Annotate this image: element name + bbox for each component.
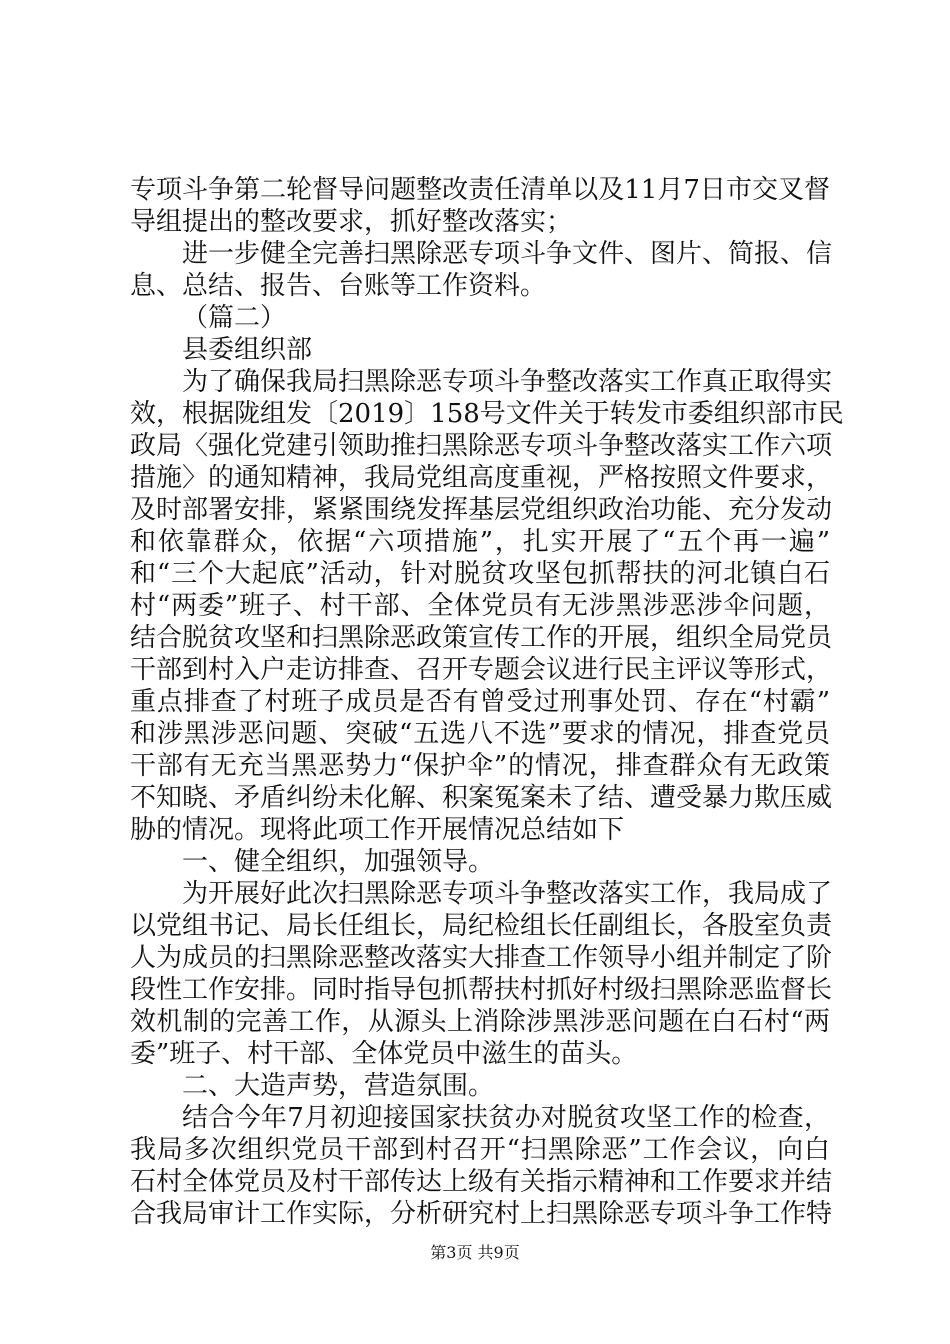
- text-line: （篇二）: [182, 303, 287, 333]
- paragraph: [130, 334, 830, 366]
- paragraph: [130, 1070, 830, 1102]
- text-line: 二、大造声势，营造氛围。: [182, 1071, 495, 1101]
- text-line: 进一步健全完善扫黑除恶专项斗争文件、图片、简报、信: [182, 239, 833, 269]
- page-footer: 第3页 共9页: [430, 1243, 520, 1262]
- text-line: 和涉黑涉恶问题、突破“五选八不选”要求的情况，排查党员: [130, 719, 830, 749]
- text-line: 为开展好此次扫黑除恶专项斗争整改落实工作，我局成了: [182, 879, 833, 909]
- text-line: 村“两委”班子、村干部、全体党员有无涉黑涉恶涉伞问题，: [130, 591, 830, 621]
- text-line: 一、健全组织，加强领导。: [182, 847, 495, 877]
- paragraph: [130, 302, 830, 334]
- text-line: 导组提出的整改要求，抓好整改落实；: [130, 207, 573, 237]
- text-line: 委”班子、村干部、全体党员中滋生的苗头。: [130, 1039, 638, 1069]
- text-line: 效，根据陇组发〔2019〕158号文件关于转发市委组织部市民: [130, 399, 844, 429]
- text-line: 政局〈强化党建引领助推扫黑除恶专项斗争整改落实工作六项: [130, 431, 833, 461]
- text-line: 人为成员的扫黑除恶整改落实大排查工作领导小组并制定了阶: [130, 943, 833, 973]
- text-line: 县委组织部: [182, 335, 313, 365]
- paragraph: [130, 366, 844, 846]
- text-line: 效机制的完善工作，从源头上消除涉黑涉恶问题在白石村“两: [130, 1007, 830, 1037]
- text-line: 段性工作安排。同时指导包抓帮扶村抓好村级扫黑除恶监督长: [130, 975, 833, 1005]
- text-line: 措施〉的通知精神，我局党组高度重视，严格按照文件要求，: [130, 463, 833, 493]
- text-line: 以党组书记、局长任组长，局纪检组长任副组长，各股室负责: [130, 911, 833, 941]
- text-line: 合我局审计工作实际，分析研究村上扫黑除恶专项斗争工作特: [130, 1199, 833, 1229]
- text-line: 结合今年7月初迎接国家扶贫办对脱贫攻坚工作的检查，: [182, 1103, 830, 1133]
- text-line: 干部到村入户走访排查、召开专题会议进行民主评议等形式，: [130, 655, 833, 685]
- text-line: 为了确保我局扫黑除恶专项斗争整改落实工作真正取得实: [182, 367, 833, 397]
- text-line: 结合脱贫攻坚和扫黑除恶政策宣传工作的开展，组织全局党员: [130, 623, 833, 653]
- text-line: 及时部署安排，紧紧围绕发挥基层党组织政治功能、充分发动: [130, 495, 833, 525]
- paragraph: [130, 174, 830, 238]
- text-line: 和依靠群众，依据“六项措施”，扎实开展了“五个再一遍”: [130, 527, 830, 557]
- text-line: 和“三个大起底”活动，针对脱贫攻坚包抓帮扶的河北镇白石: [130, 559, 830, 589]
- text-line: 重点排查了村班子成员是否有曾受过刑事处罚、存在“村霸”: [130, 687, 830, 717]
- paragraph: [130, 238, 833, 302]
- paragraph: [130, 1102, 833, 1230]
- text-line: 不知晓、矛盾纠纷未化解、积案冤案未了结、遭受暴力欺压威: [130, 783, 833, 813]
- text-line: 石村全体党员及村干部传达上级有关指示精神和工作要求并结: [130, 1167, 833, 1197]
- text-line: 息、总结、报告、台账等工作资料。: [130, 271, 547, 301]
- text-line: 干部有无充当黑恶势力“保护伞”的情况，排查群众有无政策: [130, 751, 830, 781]
- paragraph: [130, 878, 833, 1070]
- paragraph: [130, 846, 830, 878]
- text-line: 专项斗争第二轮督导问题整改责任清单以及11月7日市交叉督: [130, 175, 830, 205]
- text-line: 胁的情况。现将此项工作开展情况总结如下: [130, 815, 625, 845]
- document-body: [130, 174, 844, 1230]
- text-line: 我局多次组织党员干部到村召开“扫黑除恶”工作会议，向白: [130, 1135, 830, 1165]
